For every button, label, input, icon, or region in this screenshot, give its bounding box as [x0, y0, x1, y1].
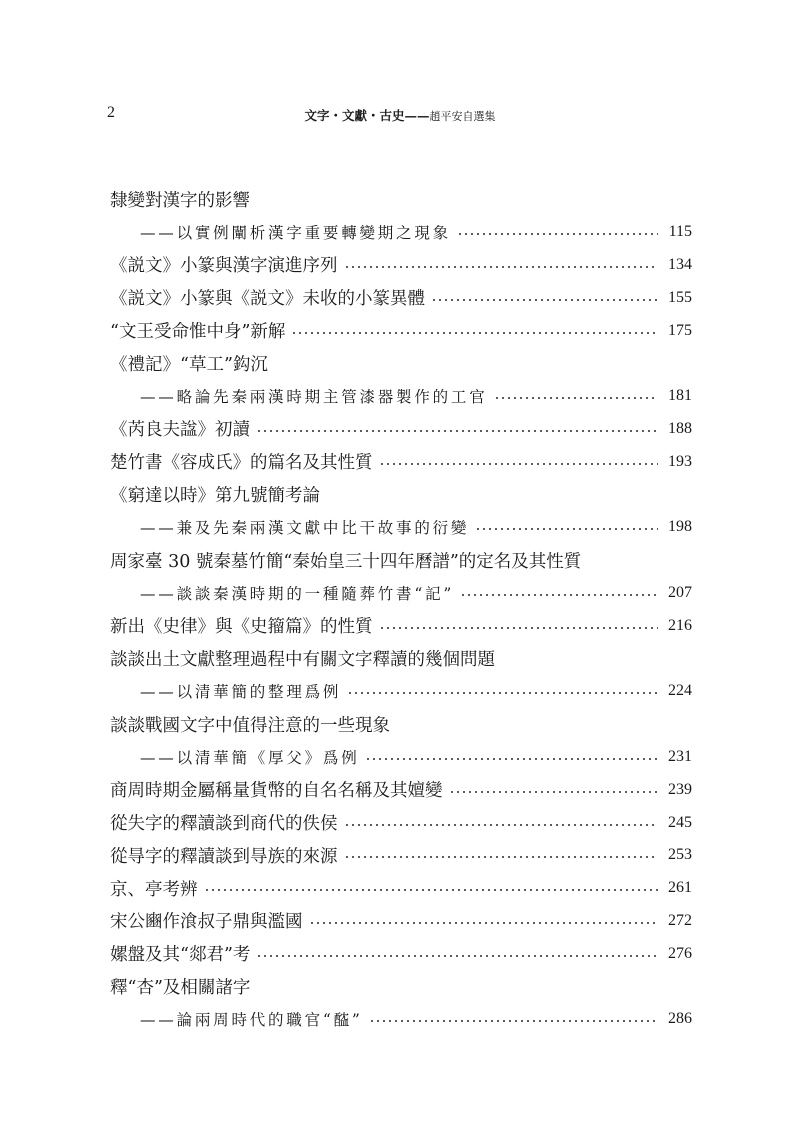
toc-subtitle-line — [110, 741, 692, 774]
dot-leader — [365, 758, 658, 760]
toc-entry — [110, 478, 692, 511]
toc-title: 《説文》小篆與《説文》未收的小篆異體 — [110, 289, 425, 310]
toc-title: ——以清華簡《厚父》爲例 — [140, 748, 360, 767]
toc-title: 商周時期金屬稱量貨幣的自名名稱及其嬗變 — [110, 781, 443, 802]
toc-subtitle-line — [110, 511, 692, 544]
toc-entry — [110, 905, 692, 938]
toc-entry — [110, 937, 692, 970]
toc-entry — [110, 806, 692, 839]
toc-entry — [110, 413, 692, 446]
toc-page-number: 193 — [668, 452, 692, 470]
toc-title: ——以實例闡析漢字重要轉變期之現象 — [140, 224, 451, 243]
dot-leader — [344, 824, 659, 826]
table-of-contents — [110, 183, 692, 1036]
toc-entry — [110, 544, 692, 577]
dot-leader — [204, 889, 659, 891]
toc-title: 《禮記》“草工”鈎沉 — [110, 354, 268, 375]
dot-leader — [475, 528, 658, 530]
toc-entry — [110, 970, 692, 1003]
toc-page-number: 188 — [668, 419, 692, 437]
toc-title: 談談戰國文字中值得注意的一些現象 — [110, 715, 390, 736]
toc-page-number: 216 — [668, 616, 692, 634]
toc-page-number: 175 — [668, 321, 692, 339]
toc-title: ——論兩周時代的職官“醓” — [140, 1011, 363, 1030]
toc-entry — [110, 281, 692, 314]
toc-page-number: 239 — [668, 780, 692, 798]
toc-entry — [110, 839, 692, 872]
toc-page-number: 207 — [668, 583, 692, 601]
dot-leader — [256, 430, 658, 432]
toc-entry — [110, 872, 692, 905]
toc-entry — [110, 642, 692, 675]
toc-subtitle-line — [110, 380, 692, 413]
dot-leader — [291, 332, 658, 334]
toc-entry — [110, 445, 692, 478]
toc-page-number: 245 — [668, 813, 692, 831]
toc-title: 從失字的釋讀談到商代的佚侯 — [110, 814, 338, 835]
toc-entry — [110, 249, 692, 282]
toc-entry — [110, 708, 692, 741]
toc-page-number: 115 — [668, 223, 692, 241]
toc-title: ——略論先秦兩漢時期主管漆器製作的工官 — [140, 388, 488, 407]
toc-title: 《芮良夫諡》初讀 — [110, 420, 250, 441]
dot-leader — [347, 692, 658, 694]
page-number: 2 — [107, 104, 115, 121]
toc-title: 隸變對漢字的影響 — [110, 190, 250, 211]
toc-entry — [110, 773, 692, 806]
dot-leader — [344, 856, 659, 858]
toc-page-number: 272 — [668, 911, 692, 929]
toc-title: ——兼及先秦兩漢文獻中比干故事的衍變 — [140, 519, 470, 538]
dot-leader — [344, 266, 659, 268]
toc-page-number: 261 — [668, 879, 692, 897]
running-title — [0, 106, 800, 124]
page-header — [0, 104, 800, 128]
toc-subtitle-line — [110, 1003, 692, 1036]
dot-leader — [369, 1020, 658, 1022]
dot-leader — [431, 299, 658, 301]
dot-leader — [449, 791, 659, 793]
toc-title: 釋“杏”及相關諸字 — [110, 978, 251, 999]
toc-entry — [110, 314, 692, 347]
toc-page-number: 286 — [668, 1010, 692, 1028]
toc-title: 嫘盤及其“郯君”考 — [110, 945, 251, 966]
toc-subtitle-line — [110, 216, 692, 249]
toc-page-number: 224 — [668, 682, 692, 700]
toc-title: 新出《史律》與《史籀篇》的性質 — [110, 617, 373, 638]
toc-page-number: 198 — [668, 518, 692, 536]
toc-title: 京、亭考辨 — [110, 879, 198, 900]
toc-title: ——談談秦漢時期的一種隨葬竹書“記” — [140, 584, 455, 603]
dot-leader — [379, 627, 659, 629]
toc-title: 《説文》小篆與漢字演進序列 — [110, 256, 338, 277]
book-title: 文字・文獻・古史 — [304, 108, 405, 123]
toc-title: 楚竹書《容成氏》的篇名及其性質 — [110, 453, 373, 474]
toc-page-number: 276 — [668, 944, 692, 962]
toc-title: 周家臺 30 號秦墓竹簡“秦始皇三十四年曆譜”的定名及其性質 — [110, 551, 582, 572]
toc-page-number: 134 — [668, 255, 692, 273]
toc-page-number: 155 — [668, 288, 692, 306]
toc-entry — [110, 347, 692, 380]
toc-page-number: 231 — [668, 747, 692, 765]
toc-page-number: 253 — [668, 846, 692, 864]
dot-leader — [457, 233, 658, 235]
toc-entry — [110, 183, 692, 216]
dot-leader — [309, 922, 659, 924]
toc-title: ——以清華簡的整理爲例 — [140, 683, 342, 702]
title-dash: —— — [404, 108, 430, 123]
dot-leader — [379, 463, 659, 465]
dot-leader — [494, 397, 658, 399]
toc-title: 談談出土文獻整理過程中有關文字釋讀的幾個問題 — [110, 650, 495, 671]
toc-title: 《窮達以時》第九號簡考論 — [110, 486, 320, 507]
toc-title: 宋公豳作湌叔子鼎與濫國 — [110, 912, 303, 933]
toc-page-number: 181 — [668, 387, 692, 405]
toc-subtitle-line — [110, 675, 692, 708]
toc-subtitle-line — [110, 577, 692, 610]
toc-title: “文王受命惟中身”新解 — [110, 322, 286, 343]
dot-leader — [256, 955, 658, 957]
toc-entry — [110, 609, 692, 642]
toc-title: 從㝵字的釋讀談到㝵族的來源 — [110, 846, 338, 867]
dot-leader — [460, 594, 658, 596]
author-name: 趙平安自選集 — [429, 110, 496, 123]
